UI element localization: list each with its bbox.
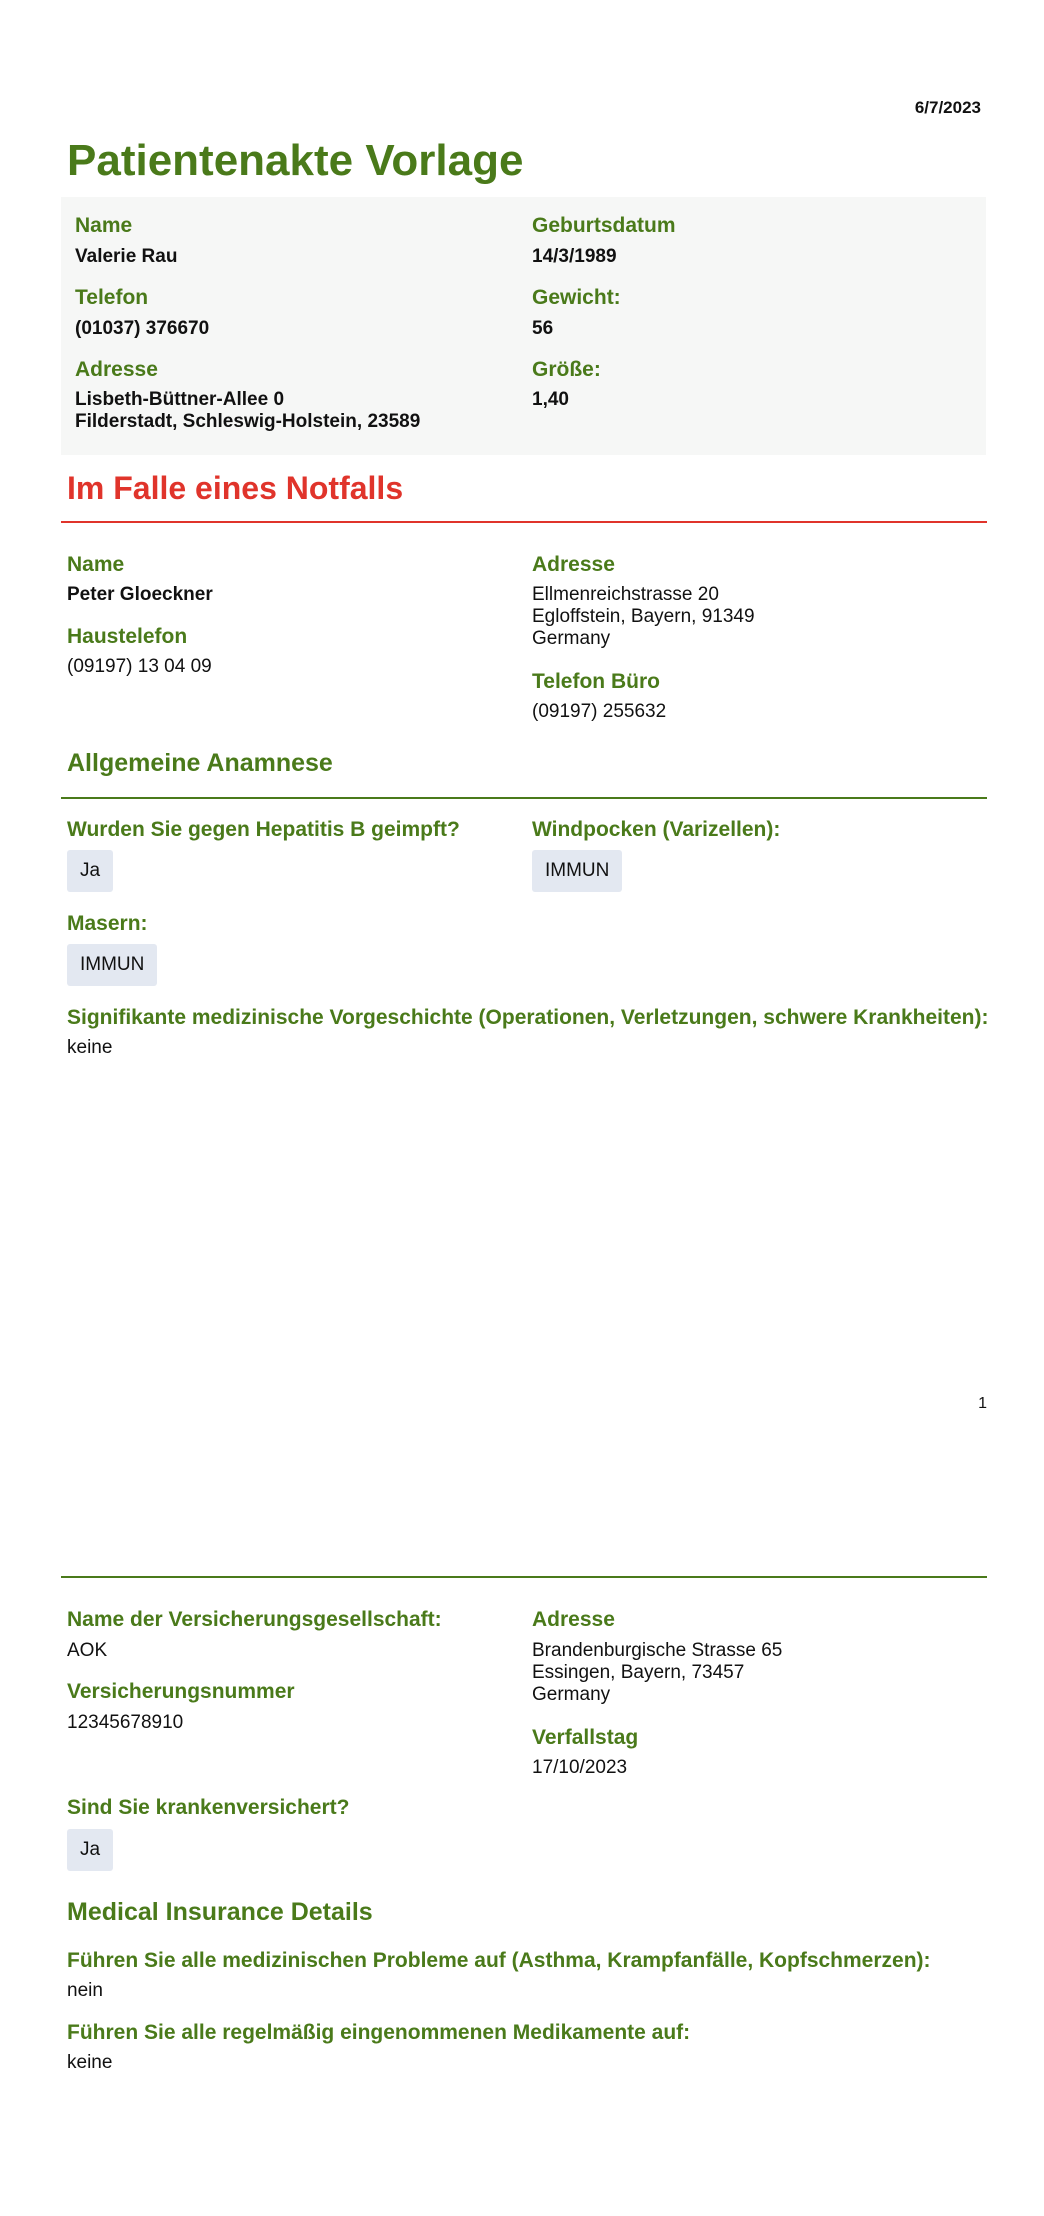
insurance-address-line1: Brandenburgische Strasse 65 — [532, 1640, 783, 1661]
emergency-home-phone: (09197) 13 04 09 — [67, 656, 212, 677]
insurance-company-label: Name der Versicherungsgesellschaft: — [67, 1608, 442, 1631]
insurance-expiry-label: Verfallstag — [532, 1726, 639, 1749]
patient-weight: 56 — [532, 318, 554, 339]
document-date: 6/7/2023 — [914, 98, 981, 117]
page-number: 1 — [978, 1395, 987, 1412]
hepatitis-b-value: Ja — [67, 850, 113, 892]
patient-dob: 14/3/1989 — [532, 246, 617, 267]
emergency-address-label: Adresse — [532, 553, 615, 576]
medical-problems-label: Führen Sie alle medizinischen Probleme auf (Asthma, Krampfanfälle, Kopfschmerzen): — [67, 1949, 931, 1972]
patient-dob-label: Geburtsdatum — [532, 214, 676, 237]
emergency-name-label: Name — [67, 553, 125, 576]
patient-name: Valerie Rau — [75, 246, 178, 267]
insurance-address-line2: Essingen, Bayern, 73457 — [532, 1662, 745, 1683]
patient-phone: (01037) 376670 — [75, 318, 210, 339]
anamnesis-divider — [61, 797, 987, 799]
medical-history-label: Signifikante medizinische Vorgeschichte (Operationen, Verletzungen, schwere Krankheiten): — [67, 1006, 989, 1029]
emergency-section-title: Im Falle eines Notfalls — [67, 470, 404, 506]
emergency-address-line1: Ellmenreichstrasse 20 — [532, 584, 719, 605]
patient-height: 1,40 — [532, 389, 569, 410]
emergency-divider — [61, 521, 987, 523]
emergency-name: Peter Gloeckner — [67, 584, 213, 605]
patient-phone-label: Telefon — [75, 286, 149, 309]
medical-history-value: keine — [67, 1037, 113, 1058]
medications-label: Führen Sie alle regelmäßig eingenommenen Medikamente auf: — [67, 2021, 691, 2044]
page-title: Patientenakte Vorlage — [67, 136, 524, 185]
insurance-number-label: Versicherungsnummer — [67, 1680, 295, 1703]
patient-weight-label: Gewicht: — [532, 286, 621, 309]
patient-address-label: Adresse — [75, 358, 158, 381]
measles-value: IMMUN — [67, 944, 157, 986]
health-insured-label: Sind Sie krankenversichert? — [67, 1796, 350, 1819]
emergency-office-phone: (09197) 255632 — [532, 701, 667, 722]
emergency-office-phone-label: Telefon Büro — [532, 670, 660, 693]
emergency-home-phone-label: Haustelefon — [67, 625, 188, 648]
varicella-value: IMMUN — [532, 850, 622, 892]
medical-details-section-title: Medical Insurance Details — [67, 1898, 373, 1926]
measles-label: Masern: — [67, 912, 148, 935]
patient-height-label: Größe: — [532, 358, 601, 381]
health-insured-value: Ja — [67, 1829, 113, 1871]
medical-problems-value: nein — [67, 1980, 103, 2001]
varicella-label: Windpocken (Varizellen): — [532, 818, 781, 841]
insurance-address-line3: Germany — [532, 1684, 611, 1705]
insurance-divider — [61, 1576, 987, 1578]
medications-value: keine — [67, 2052, 113, 2073]
insurance-number: 12345678910 — [67, 1712, 184, 1733]
patient-address-line1: Lisbeth-Büttner-Allee 0 — [75, 389, 285, 410]
emergency-address-line3: Germany — [532, 628, 611, 649]
insurance-address-label: Adresse — [532, 1608, 615, 1631]
hepatitis-b-label: Wurden Sie gegen Hepatitis B geimpft? — [67, 818, 460, 841]
patient-name-label: Name — [75, 214, 133, 237]
emergency-address-line2: Egloffstein, Bayern, 91349 — [532, 606, 755, 627]
anamnesis-section-title: Allgemeine Anamnese — [67, 749, 333, 777]
patient-address-line2: Filderstadt, Schleswig-Holstein, 23589 — [75, 411, 421, 432]
insurance-expiry: 17/10/2023 — [532, 1757, 628, 1778]
insurance-company: AOK — [67, 1640, 108, 1661]
